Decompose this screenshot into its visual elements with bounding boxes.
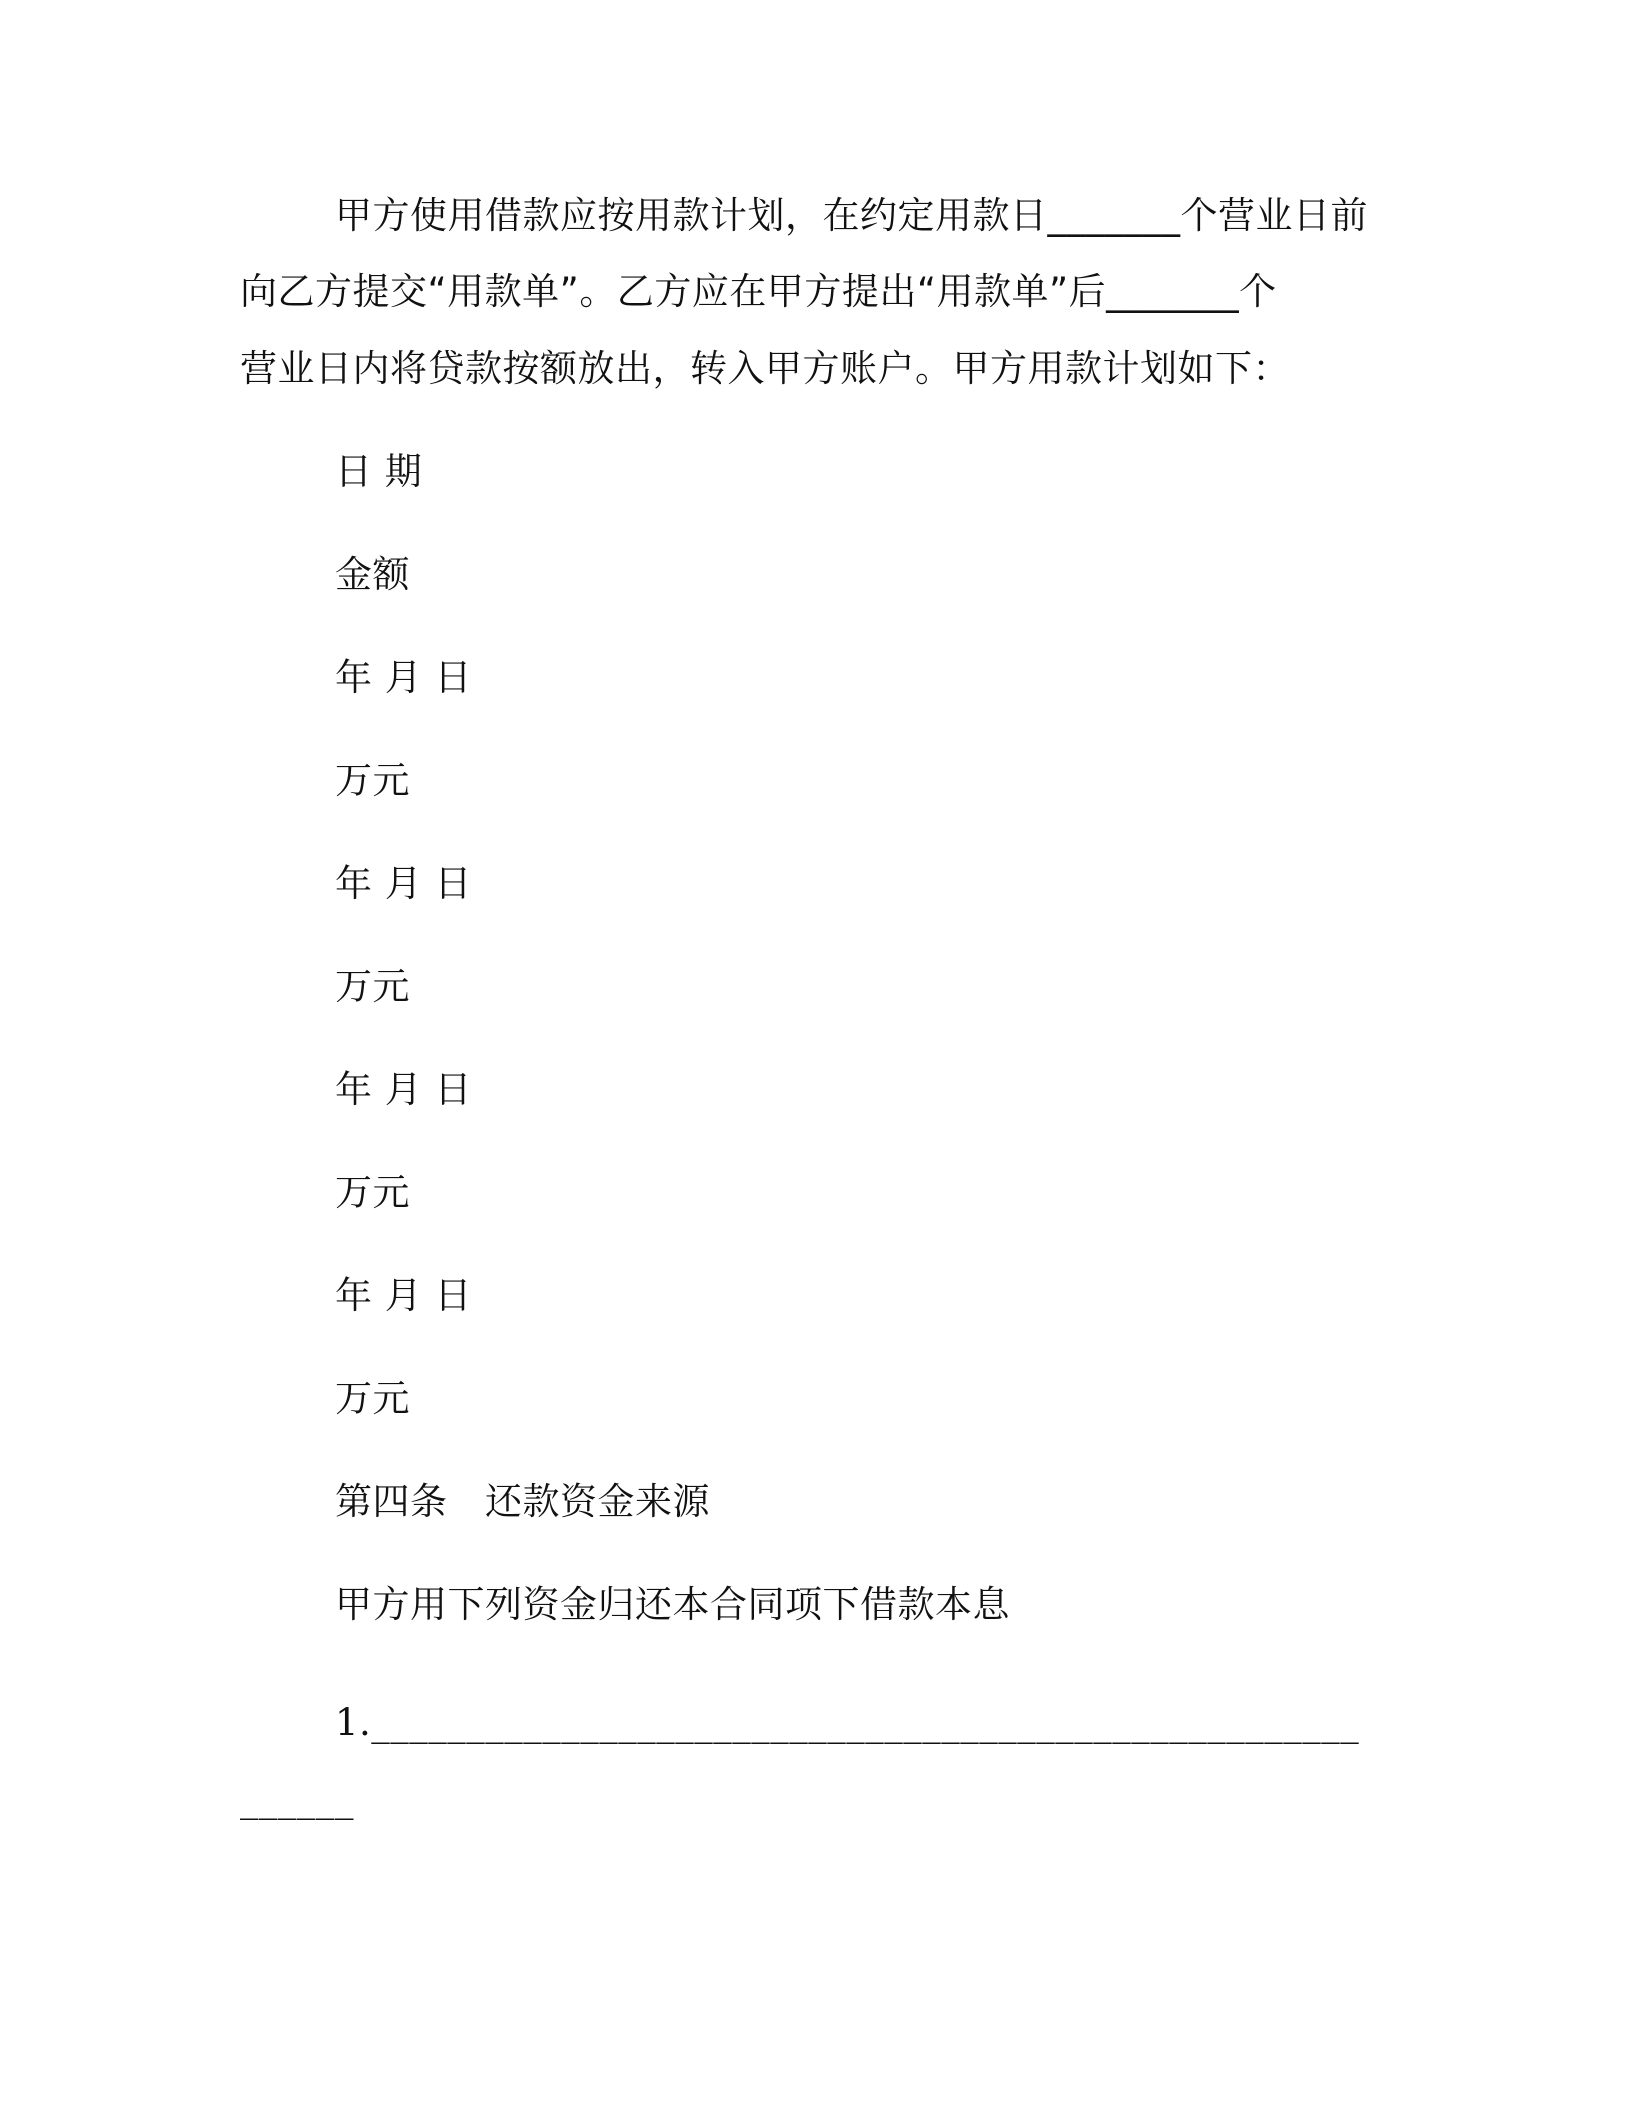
plan-item-amount: 万元	[335, 1171, 410, 1214]
plan-item-amount: 万元	[335, 1377, 410, 1420]
section-text: 甲方用下列资金归还本合同项下借款本息	[335, 1583, 1010, 1626]
paragraph-line: 向乙方提交“用款单”。乙方应在甲方提出“用款单”后_______个	[240, 270, 1277, 313]
plan-item-date: 年 月 日	[335, 1274, 473, 1317]
fill-in-line: 1.____________________________________________________	[335, 1701, 1360, 1744]
plan-item-amount: 万元	[335, 759, 410, 802]
plan-item-amount: 万元	[335, 965, 410, 1008]
plan-item-date: 年 月 日	[335, 656, 473, 699]
paragraph-line: 甲方使用借款应按用款计划，在约定用款日_______个营业日前	[335, 194, 1368, 237]
plan-item-date: 年 月 日	[335, 862, 473, 905]
plan-item-amount-header: 金额	[335, 553, 410, 596]
section-heading: 第四条 还款资金来源	[335, 1480, 710, 1523]
plan-item-date-header: 日 期	[335, 450, 423, 493]
fill-in-line: ______	[240, 1777, 354, 1820]
paragraph-line: 营业日内将贷款按额放出，转入甲方账户。甲方用款计划如下：	[240, 347, 1290, 390]
plan-item-date: 年 月 日	[335, 1068, 473, 1111]
